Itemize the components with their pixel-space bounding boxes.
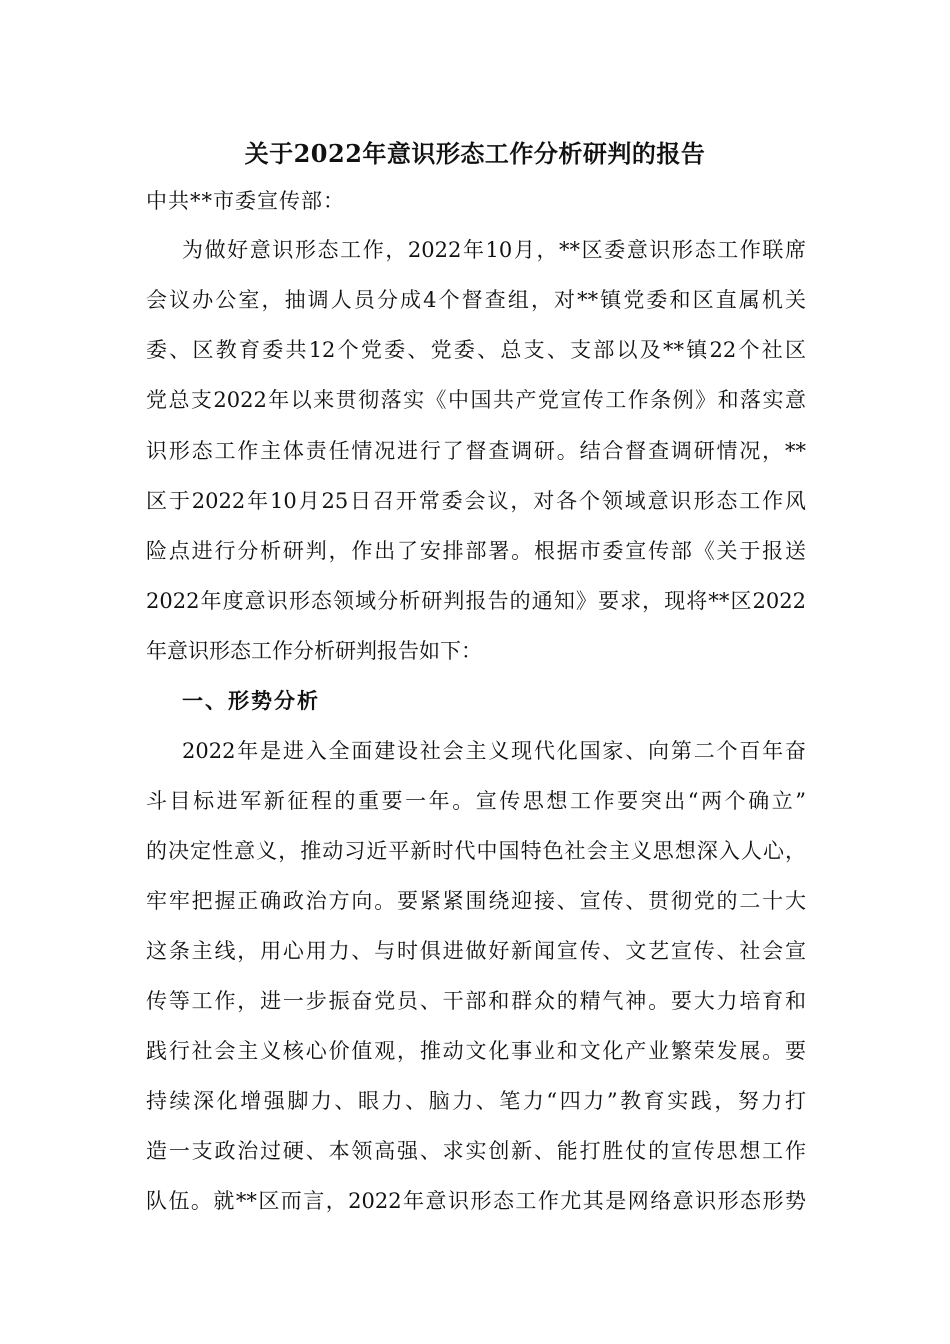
paragraph-line: 持续深化增强脚力、眼力、脑力、笔力“四力”教育实践，努力打 bbox=[146, 1089, 806, 1113]
paragraph-line: 这条主线，用心用力、与时俱进做好新闻宣传、文艺宣传、社会宣 bbox=[146, 939, 806, 963]
paragraph-line: 为做好意识形态工作，2022年10月，**区委意识形态工作联席 bbox=[182, 238, 806, 262]
paragraph-line: 践行社会主义核心价值观，推动文化事业和文化产业繁荣发展。要 bbox=[146, 1039, 806, 1063]
section-heading: 一、形势分析 bbox=[182, 688, 320, 713]
paragraph-line: 识形态工作主体责任情况进行了督查调研。结合督查调研情况，** bbox=[146, 439, 806, 463]
paragraph-line: 造一支政治过硬、本领高强、求实创新、能打胜仗的宣传思想工作 bbox=[146, 1139, 806, 1163]
paragraph-line: 2022年度意识形态领域分析研判报告的通知》要求，现将**区2022 bbox=[146, 589, 806, 613]
paragraph-line: 区于2022年10月25日召开常委会议，对各个领域意识形态工作风 bbox=[146, 489, 806, 513]
paragraph-line: 会议办公室，抽调人员分成4个督查组，对**镇党委和区直属机关 bbox=[146, 288, 806, 312]
paragraph-line: 的决定性意义，推动习近平新时代中国特色社会主义思想深入人心， bbox=[146, 839, 806, 863]
salutation: 中共**市委宣传部： bbox=[146, 189, 345, 213]
paragraph-line: 2022年是进入全面建设社会主义现代化国家、向第二个百年奋 bbox=[182, 739, 806, 763]
paragraph-line: 斗目标进军新征程的重要一年。宣传思想工作要突出“两个确立” bbox=[146, 789, 806, 813]
paragraph-line: 队伍。就**区而言，2022年意识形态工作尤其是网络意识形态形势 bbox=[146, 1189, 806, 1213]
paragraph-line: 险点进行分析研判，作出了安排部署。根据市委宣传部《关于报送 bbox=[146, 539, 806, 563]
paragraph-line: 党总支2022年以来贯彻落实《中国共产党宣传工作条例》和落实意 bbox=[146, 388, 806, 412]
paragraph-line: 委、区教育委共12个党委、党委、总支、支部以及**镇22个社区 bbox=[146, 338, 806, 362]
paragraph-line: 传等工作，进一步振奋党员、干部和群众的精气神。要大力培育和 bbox=[146, 989, 806, 1013]
paragraph-line: 牢牢把握正确政治方向。要紧紧围绕迎接、宣传、贯彻党的二十大 bbox=[146, 889, 806, 913]
paragraph-line: 年意识形态工作分析研判报告如下： bbox=[146, 639, 482, 663]
document-title: 关于2022年意识形态工作分析研判的报告 bbox=[244, 139, 706, 168]
